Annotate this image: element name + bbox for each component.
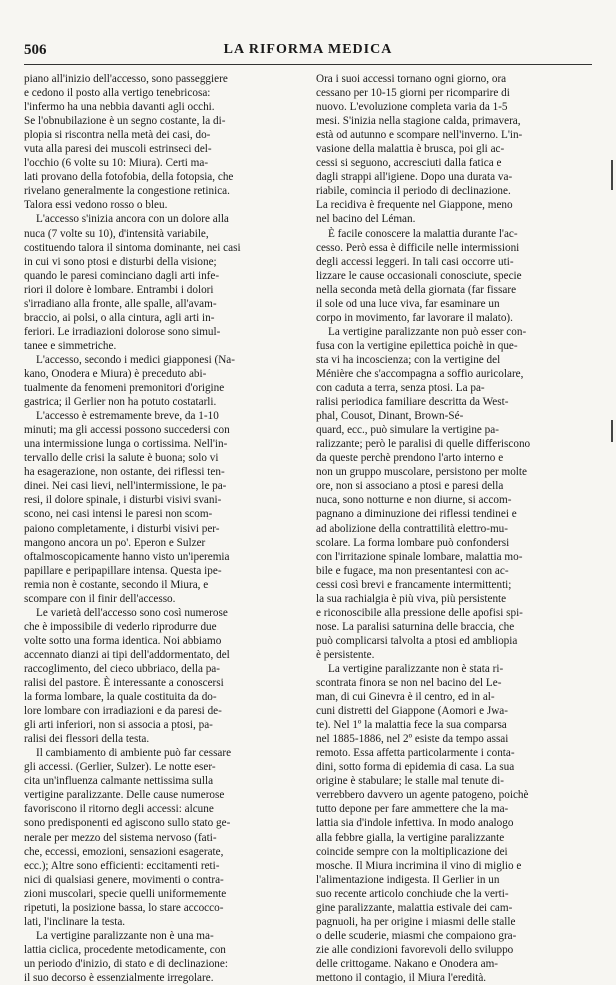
text-line: està od autunno e scompare nell'inverno. L'in- bbox=[316, 129, 523, 142]
text-line: costituendo talora il sintoma dominante, nei casi bbox=[24, 241, 241, 254]
text-line: mosche. Il Miura incrimina il vino di miglio e bbox=[316, 859, 522, 872]
text-line: L'accesso, secondo i medici giapponesi (Na- bbox=[36, 353, 235, 366]
text-line: ha esagerazione, non ostante, dei riflessi ten- bbox=[24, 466, 225, 479]
text-line: ad abolizione della contrattilità elettro-mu- bbox=[316, 522, 508, 535]
text-line: Ora i suoi accessi tornano ogni giorno, ora bbox=[316, 73, 507, 85]
text-line: alla febbre gialla, la vertigine paralizzante bbox=[316, 831, 505, 844]
text-line: mettono il contagio, il Miura l'eredità. bbox=[316, 972, 487, 984]
text-line: lattia sia d'indole infettiva. In modo analogo bbox=[316, 817, 514, 830]
text-line: in cui vi sono ptosi e disturbi della visione; bbox=[24, 255, 217, 268]
text-line: verrebbero davvero un agente patogeno, poichè bbox=[316, 789, 529, 802]
text-line: ralisi periodica familiare descritta da West- bbox=[316, 396, 509, 409]
text-line: ecc.); Altre sono efficienti: eccitamenti reti- bbox=[24, 859, 220, 872]
text-line: cita un'influenza calmante nettissima sulla bbox=[24, 775, 214, 788]
text-line: gli arti inferiori, non si associa a ptosi, pa- bbox=[24, 719, 213, 732]
text-line: zie alle condizioni favorevoli dello sviluppo bbox=[316, 943, 514, 956]
text-line: vertigine paralizzante. Delle cause numerose bbox=[24, 789, 225, 802]
text-line: coincide sempre con la moltiplicazione dei bbox=[316, 845, 508, 858]
text-line: da queste perchè prendono l'arto interno e bbox=[316, 452, 504, 465]
text-line: la sua rachialgia è più viva, più persistente bbox=[316, 592, 507, 605]
text-line: s'irradiano alla fronte, alle spalle, all'avam- bbox=[24, 297, 217, 310]
text-line: te). Nel 1º la malattia fece la sua comparsa bbox=[316, 719, 507, 732]
text-line: sono predisponenti ed agiscono sullo stato ge- bbox=[24, 817, 231, 830]
text-line: una intermissione lunga o cortissima. Nell'in- bbox=[24, 438, 228, 451]
text-line: corpo in movimento, far lavorare il malato). bbox=[316, 311, 513, 324]
text-line: L'accesso s'inizia ancora con un dolore alla bbox=[36, 213, 229, 226]
text-line: che, eccessi, emozioni, sensazioni esagerate, bbox=[24, 845, 224, 858]
text-line: può complicarsi talvolta a ptosi ed ambliopia bbox=[316, 634, 518, 647]
margin-mark bbox=[611, 160, 613, 190]
text-line: resi, il dolore spinale, i disturbi visivi svani- bbox=[24, 494, 222, 507]
text-line: riabile, comincia il periodo di declinazione. bbox=[316, 185, 511, 198]
text-line: La vertigine paralizzante non è stata ri- bbox=[328, 662, 504, 675]
text-line: dinei. Nei casi lievi, nell'intermissione, le pa- bbox=[24, 480, 227, 493]
text-line: quando le paresi cominciano dagli arti infe- bbox=[24, 269, 220, 282]
text-line: Il cambiamento di ambiente può far cessare bbox=[36, 747, 232, 760]
text-line: gine paralizzante, malattia estivale dei cam- bbox=[316, 901, 513, 914]
text-line: braccio, ai polsi, o alla cintura, agli arti in- bbox=[24, 311, 215, 324]
text-line: ralisi del pastore. È interessante a conoscersi bbox=[24, 677, 224, 690]
text-line: con caduta a terra, senza ptosi. La pa- bbox=[316, 382, 485, 395]
text-line: nuca, sono notturne e non diurne, si accom- bbox=[316, 494, 512, 507]
text-line: tutto depone per fare ammettere che la ma- bbox=[316, 803, 509, 816]
text-line: nici di qualsiasi genere, movimenti o contra- bbox=[24, 873, 224, 886]
text-line: scontrata finora se non nel bacino del Le- bbox=[316, 677, 502, 690]
text-line: riori il dolore è lombare. Entrambi i dolori bbox=[24, 283, 214, 296]
right-column bbox=[316, 72, 592, 985]
text-line: tualmente da fenomeni premonitori d'origine bbox=[24, 382, 225, 395]
text-line: accennato dianzi ai tipi dell'addormentato, del bbox=[24, 648, 230, 661]
journal-title: LA RIFORMA MEDICA bbox=[223, 42, 393, 57]
text-line: un periodo d'inizio, di stato e di declinazione: bbox=[24, 957, 228, 970]
text-line: bile e fugace, ma non presentantesi con ac- bbox=[316, 564, 509, 577]
text-line: phal, Cousot, Dinant, Brown-Sé- bbox=[316, 410, 464, 423]
text-line: l'alimentazione indigesta. Il Gerlier in un bbox=[316, 873, 500, 886]
text-line: Ménière che s'accompagna a soffio auricolare, bbox=[316, 367, 524, 380]
text-line: papillare e peripapillare intensa. Questa ipe- bbox=[24, 564, 222, 577]
text-line: La vertigine paralizzante non è una ma- bbox=[36, 929, 214, 942]
text-line: nuovo. L'evoluzione completa varia da 1-5 bbox=[316, 101, 508, 114]
text-line: Talora essi vedono rosso o bleu. bbox=[24, 199, 168, 212]
text-line: scompare con il finir dell'accesso. bbox=[24, 592, 176, 605]
text-line: pagnano a diminuzione dei riflessi tendinei e bbox=[316, 508, 517, 521]
text-line: la forma lombare, la quale costituita da do- bbox=[24, 691, 217, 704]
text-line: cessi così brevi e francamente intermittenti; bbox=[316, 578, 512, 591]
text-line: mesi. S'inizia nella stagione calda, primavera, bbox=[316, 115, 521, 128]
text-line: l'occhio (6 volte su 10: Miura). Certi ma- bbox=[24, 157, 209, 170]
text-line: il suo decorso è essenzialmente irregolare. bbox=[24, 972, 214, 984]
text-line: raccoglimento, del cieco ubbriaco, della pa- bbox=[24, 662, 220, 675]
text-line: nuca (7 volte su 10), d'intensità variabile, bbox=[24, 227, 209, 240]
text-line: lati provano della fotofobia, della fotopsia, che bbox=[24, 171, 234, 184]
text-line: scolare. La forma lombare può confondersi bbox=[316, 536, 510, 549]
text-line: tanee e simmetriche. bbox=[24, 339, 117, 352]
text-line: è persistente. bbox=[316, 648, 375, 661]
text-line: o delle scuderie, miasmi che compaiono gra- bbox=[316, 929, 517, 942]
text-line: nose. La paralisi saturnina delle braccia, che bbox=[316, 620, 515, 633]
text-line: cuni distretti del Giappone (Aomori e Jwa- bbox=[316, 705, 509, 718]
text-line: nerale per mezzo del sistema nervoso (fati- bbox=[24, 831, 217, 844]
text-line: il sole od una luce viva, far esaminare un bbox=[316, 297, 500, 310]
text-line: suo recente articolo conchiude che la verti- bbox=[316, 887, 509, 900]
text-line: che è impossibile di vederlo riprodurre due bbox=[24, 620, 217, 633]
page-number: 506 bbox=[24, 42, 47, 58]
text-line: ralizzante; però le paralisi di quelle differiscono bbox=[316, 438, 531, 451]
text-line: feriori. Le irradiazioni dolorose sono simul- bbox=[24, 325, 221, 338]
text-line: remia non è costante, secondo il Miura, e bbox=[24, 578, 209, 591]
text-line: La recidiva è frequente nel Giappone, meno bbox=[316, 199, 513, 212]
text-line: e cedono il posto alla vertigo tenebricosa: bbox=[24, 87, 211, 100]
text-line: quard, ecc., può simulare la vertigine pa- bbox=[316, 424, 499, 437]
margin-mark bbox=[611, 420, 613, 442]
text-line: scono, nei casi intensi le paresi non scom- bbox=[24, 508, 213, 521]
text-line: kano, Onodera e Miura) è preceduto abi- bbox=[24, 367, 207, 380]
text-line: zioni muscolari, specie quelli uniformemente bbox=[24, 887, 227, 900]
text-line: mangono ancora un po'. Eperon e Sulzer bbox=[24, 536, 206, 549]
text-line: lizzare le cause occasionali conosciute, specie bbox=[316, 269, 522, 282]
left-column bbox=[24, 72, 292, 985]
text-line: È facile conoscere la malattia durante l'ac- bbox=[328, 227, 518, 240]
text-line: minuti; ma gli accessi possono succedersi con bbox=[24, 424, 230, 437]
text-line: delle crittogame. Nakano e Onodera am- bbox=[316, 957, 499, 970]
text-line: degli accessi leggeri. In tali casi occorre uti- bbox=[316, 255, 514, 268]
text-line: lore lombare con irradiazioni e da paresi de- bbox=[24, 705, 222, 718]
text-line: pagnuoli, ha per origine i miasmi delle stalle bbox=[316, 915, 516, 928]
text-line: lati, l'inclinare la testa. bbox=[24, 915, 126, 928]
text-line: paiono completamente, i disturbi visivi per- bbox=[24, 522, 220, 535]
text-line: tervallo delle crisi la salute è buona; solo vi bbox=[24, 452, 219, 465]
text-line: plopia si riscontra nella metà dei casi, do- bbox=[24, 129, 211, 142]
text-line: ralisi dei flessori della testa. bbox=[24, 733, 150, 746]
text-line: sta vi ha incoscienza; con la vertigine del bbox=[316, 353, 501, 366]
text-line: l'infermo ha una nebbia davanti agli occhi. bbox=[24, 101, 215, 114]
text-line: man, di cui Ginevra è il centro, ed in al- bbox=[316, 691, 495, 704]
text-line: Le varietà dell'accesso sono così numerose bbox=[36, 606, 228, 619]
text-line: e riconoscibile alla pressione delle apofisi spi- bbox=[316, 606, 523, 619]
text-line: cessi si seguono, accresciuti dalla fatica e bbox=[316, 157, 502, 170]
text-line: ore, non si associano a ptosi e paresi della bbox=[316, 480, 504, 493]
text-line: favoriscono il ritorno degli accessi: alcune bbox=[24, 803, 214, 816]
text-line: nel bacino del Léman. bbox=[316, 213, 416, 226]
text-line: piano all'inizio dell'accesso, sono passeggiere bbox=[24, 73, 228, 85]
text-line: rivelano generalmente la congestione retinica. bbox=[24, 185, 230, 198]
text-line: vasione della malattia è brusca, poi gli ac- bbox=[316, 143, 505, 156]
text-line: nel 1885-1886, nel 2º esiste da tempo assai bbox=[316, 733, 509, 746]
text-line: ripetuti, la posizione bassa, lo stare accocco- bbox=[24, 901, 224, 914]
text-line: nella seconda metà della giornata (far fissare bbox=[316, 283, 517, 296]
header-rule bbox=[24, 64, 592, 65]
text-line: Se l'obnubilazione è un segno costante, la di- bbox=[24, 115, 226, 128]
text-line: lattia ciclica, procedente metodicamente, con bbox=[24, 943, 226, 956]
text-line: non un gruppo muscolare, persistono per molte bbox=[316, 466, 527, 479]
text-line: fusa con la vertigine epilettica poichè in que- bbox=[316, 339, 518, 352]
text-line: La vertigine paralizzante non può esser con- bbox=[328, 325, 527, 338]
text-line: L'accesso è estremamente breve, da 1-10 bbox=[36, 410, 219, 423]
text-line: gli accessi. (Gerlier, Sulzer). Le notte eser- bbox=[24, 761, 216, 774]
text-line: cessano per 10-15 giorni per ricomparire di bbox=[316, 87, 510, 100]
text-line: dagli strappi all'igiene. Dopo una durata va- bbox=[316, 171, 513, 184]
text-line: gastrica; il Gerlier non ha potuto costatarli. bbox=[24, 396, 217, 409]
text-line: con l'irritazione spinale lombare, malattia mo- bbox=[316, 550, 523, 563]
text-line: dini, sotto forma di epidemia di casa. La sua bbox=[316, 761, 515, 774]
text-line: oftalmoscopicamente hanno visto un'iperemia bbox=[24, 550, 230, 563]
text-line: remoto. Essa affetta particolarmente i conta- bbox=[316, 747, 515, 760]
page-header bbox=[24, 42, 592, 62]
text-line: volte sotto una forma identica. Noi abbiamo bbox=[24, 634, 222, 647]
text-line: cesso. Però essa è difficile nelle intermissioni bbox=[316, 241, 520, 254]
text-line: origine è stabulare; le stalle mal tenute di- bbox=[316, 775, 504, 788]
text-line: vuta alla paresi dei muscoli estrinseci del- bbox=[24, 143, 212, 156]
